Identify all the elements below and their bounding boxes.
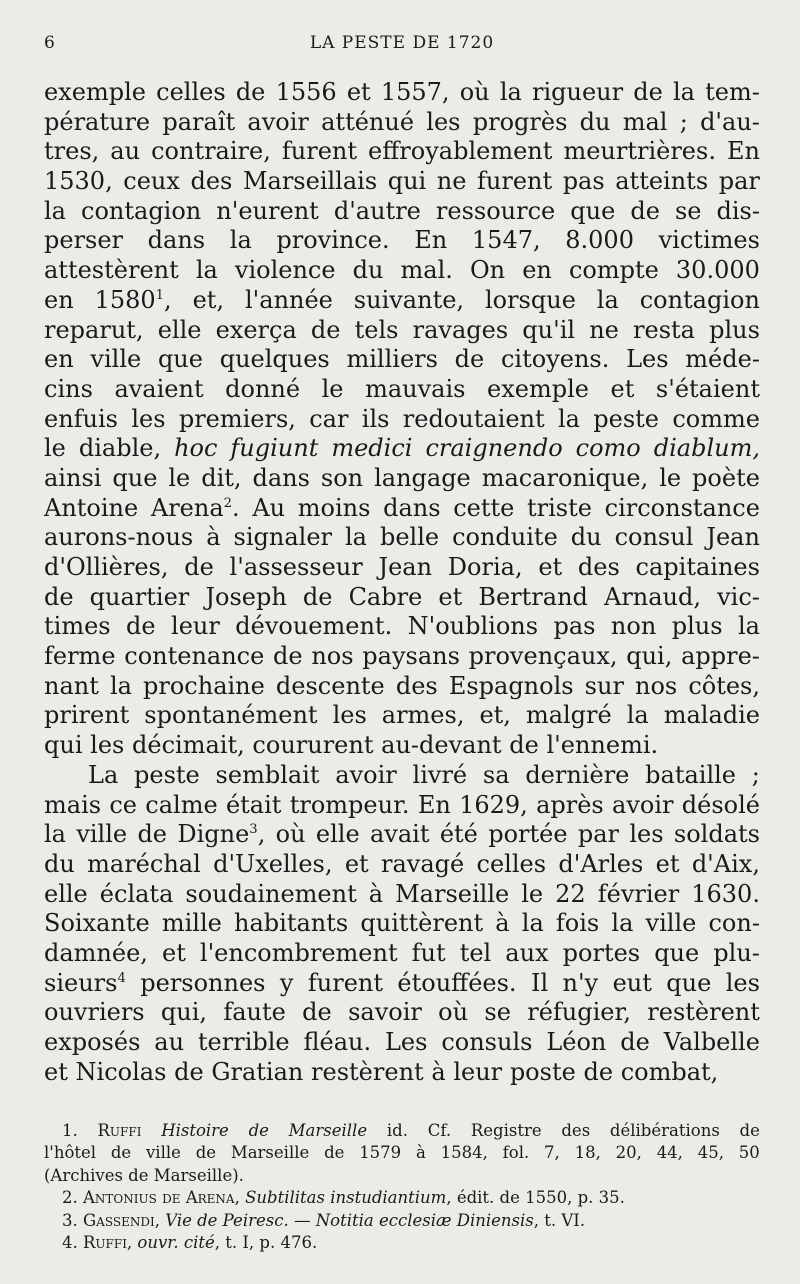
footnote-line: 4. Ruffi, ouvr. cité, t. I, p. 476. <box>62 1232 318 1252</box>
text-line: elle éclata soudainement à Marseille le 22 février 1630. <box>44 879 760 908</box>
text-line: reparut, elle exerça de tels ravages qu'il ne resta plus <box>44 315 760 344</box>
text-line: exposés au terrible fléau. Les consuls Léon de Valbelle <box>44 1028 760 1056</box>
text-line: ouvriers qui, faute de savoir où se réfugier, restèrent <box>44 998 760 1027</box>
text-line: perser dans la province. En 1547, 8.000 victimes <box>44 226 760 255</box>
text-line: attestèrent la violence du mal. On en compte 30.000 <box>44 256 760 285</box>
text-line: tres, au contraire, furent effroyablement meurtrières. En <box>44 137 760 166</box>
text-line: La peste semblait avoir livré sa dernière bataille ; <box>88 760 760 789</box>
text-line: ainsi que le dit, dans son langage macaronique, le poète <box>44 463 760 492</box>
body-text <box>44 78 760 1087</box>
text-line: Antoine Arena$^2$. Au moins dans cette triste circonstance <box>44 493 760 522</box>
text-line: la ville de Digne$^3$, où elle avait été portée par les soldats <box>44 820 760 849</box>
text-line: damnée, et l'encombrement fut tel aux portes que plu- <box>44 938 760 967</box>
text-line: du maréchal d'Uxelles, et ravagé celles d'Arles et d'Aix, <box>44 849 760 878</box>
text-line: Soixante mille habitants quittèrent à la fois la ville con- <box>44 909 760 938</box>
text-line: ferme contenance de nos paysans provençaux, qui, appre- <box>44 642 760 671</box>
text-line: qui les décimait, coururent au-devant de l'ennemi. <box>44 731 659 760</box>
text-line: 1530, ceux des Marseillais qui ne furent pas atteints par <box>44 167 760 196</box>
text-line: prirent spontanément les armes, et, malgré la maladie <box>44 701 760 730</box>
text-line: en ville que quelques milliers de citoyens. Les méde- <box>44 345 760 374</box>
footnote-line: (Archives de Marseille). <box>44 1165 244 1185</box>
page-number: 6 <box>44 33 56 53</box>
text-line: le diable, hoc fugiunt medici craignendo como diablum, <box>44 434 760 463</box>
footnote-line: l'hôtel de ville de Marseille de 1579 à 1584, fol. 7, 18, 20, 44, 45, 50 <box>44 1143 760 1163</box>
text-line: sieurs$^4$ personnes y furent étouffées. Il n'y eut que les <box>44 968 760 997</box>
text-line: times de leur dévouement. N'oublions pas non plus la <box>44 612 760 641</box>
text-line: d'Ollières, de l'assesseur Jean Doria, et des capitaines <box>44 553 760 581</box>
text-line: exemple celles de 1556 et 1557, où la rigueur de la tem- <box>44 78 760 106</box>
text-line: aurons-nous à signaler la belle conduite du consul Jean <box>44 523 760 552</box>
text-line: nant la prochaine descente des Espagnols sur nos côtes, <box>44 671 760 700</box>
footnote-line: 2. Antonius de Arena, Subtilitas instudiantium, édit. de 1550, p. 35. <box>62 1188 625 1208</box>
text-line: de quartier Joseph de Cabre et Bertrand Arnaud, vic- <box>44 582 760 611</box>
footnote-line: 3. Gassendi, Vie de Peiresc. — Notitia ecclesiæ Diniensis, t. VI. <box>62 1210 586 1230</box>
footnote-line: 1. Ruffi Histoire de Marseille id. Cf. Registre des délibérations de <box>62 1121 760 1140</box>
running-title: LA PESTE DE 1720 <box>309 33 495 53</box>
footnotes <box>44 1120 760 1254</box>
text-line: cins avaient donné le mauvais exemple et s'étaient <box>44 374 760 403</box>
text-line: enfuis les premiers, car ils redoutaient la peste comme <box>44 404 760 433</box>
text-line: et Nicolas de Gratian restèrent à leur poste de combat, <box>44 1057 719 1086</box>
text-line: en 1580$^1$, et, l'année suivante, lorsque la contagion <box>44 285 760 314</box>
page-header <box>44 33 760 59</box>
text-line: mais ce calme était trompeur. En 1629, après avoir désolé <box>44 790 760 819</box>
text-line: la contagion n'eurent d'autre ressource que de se dis- <box>44 196 760 225</box>
text-line: pérature paraît avoir atténué les progrès du mal ; d'au- <box>44 107 760 136</box>
